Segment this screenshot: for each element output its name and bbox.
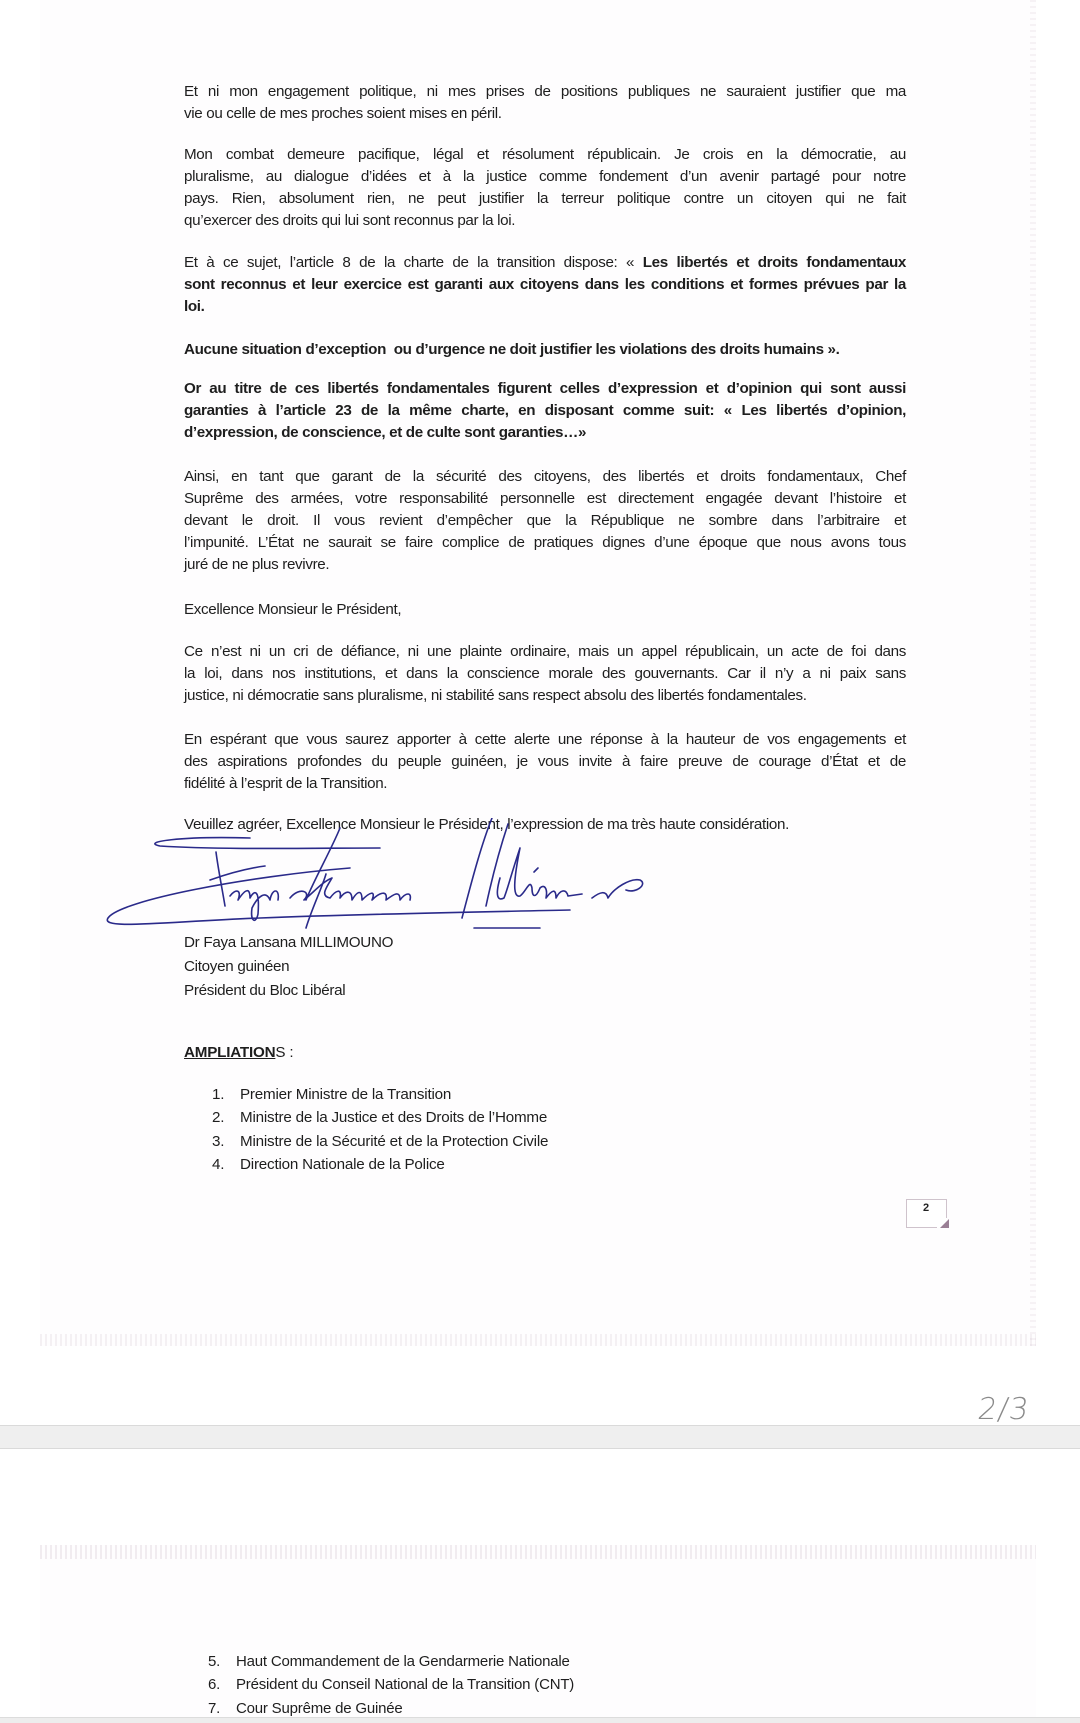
page-box-right-line — [946, 1200, 947, 1218]
handwritten-page-count: 2/3 — [975, 1392, 1032, 1427]
list-item — [212, 1083, 548, 1106]
signatory-title-party: Président du Bloc Libéral — [184, 982, 346, 999]
text-line: Mon combat demeure pacifique, légal et résolument républicain. Je crois en la démocratie, au — [184, 146, 906, 163]
ampliations-heading-rest: S : — [275, 1044, 294, 1061]
signature-millimouno — [462, 818, 582, 918]
paragraph-responsibility — [184, 466, 906, 576]
page-number: 2 — [923, 1202, 930, 1214]
page-box-bottom-line — [907, 1227, 937, 1228]
text-line: l’impunité. L’État ne saurait se faire complice de pratiques dignes d’une époque que nous avons tous — [184, 534, 906, 551]
text-line: En espérant que vous saurez apporter à cette alerte une réponse à la hauteur de vos engagements et — [184, 731, 906, 748]
paragraph-exception — [184, 339, 906, 361]
text-line: Suprême des armées, votre responsabilité personnelle est directement engagée devant l’histoire et — [184, 490, 906, 507]
ampliations-list-continued — [208, 1650, 574, 1720]
list-item — [208, 1697, 574, 1720]
paragraph-appeal — [184, 641, 906, 707]
ampliations-heading-underlined: AMPLIATION — [184, 1044, 276, 1061]
text-line: vie ou celle de mes proches soient mises en péril. — [184, 105, 502, 122]
list-item-label: Ministre de la Justice et des Droits de l’Homme — [240, 1109, 548, 1127]
paragraph-hope — [184, 729, 906, 795]
paragraph-article-8 — [184, 252, 906, 318]
list-item-label: Direction Nationale de la Police — [240, 1155, 445, 1173]
text-line: Aucune situation d’exception ou d’urgence ne doit justifier les violations des droits humains ». — [184, 341, 840, 358]
list-item-label: Ministre de la Sécurité et de la Protection Civile — [240, 1132, 549, 1150]
signature-tail — [592, 880, 643, 898]
text-line: juré de ne plus revivre. — [184, 556, 330, 573]
text-line: Ainsi, en tant que garant de la sécurité des citoyens, des libertés et droits fondamentaux, Chef — [184, 468, 906, 485]
list-item — [212, 1153, 548, 1176]
list-item — [212, 1130, 548, 1153]
list-item-number: 6. — [208, 1676, 221, 1694]
ampliations-heading — [184, 1044, 293, 1061]
text-line: Veuillez agréer, Excellence Monsieur le Président, l’expression de ma très haute considération. — [184, 816, 789, 833]
list-item-number: 3. — [212, 1132, 225, 1150]
page-number-box — [906, 1199, 947, 1228]
text-line — [184, 252, 906, 274]
article-8-intro: Et à ce sujet, l’article 8 de la charte de la transition dispose: « — [184, 254, 635, 271]
text-line: sont reconnus et leur exercice est garanti aux citoyens dans les conditions et formes prévues par la — [184, 276, 906, 293]
list-item-label: Président du Conseil National de la Transition (CNT) — [236, 1676, 575, 1694]
list-item-number: 4. — [212, 1155, 225, 1173]
text-line: garanties à l’article 23 de la même charte, en disposant comme suit: « Les libertés d’opinion, — [184, 402, 906, 419]
text-line: loi. — [184, 298, 205, 315]
text-line: des aspirations profondes du peuple guinéen, je vous invite à faire preuve de courage d’État et de — [184, 753, 906, 770]
signature-big-loop — [107, 868, 570, 924]
text-line: Ce n’est ni un cri de défiance, ni une plainte ordinaire, mais un appel républicain, un acte de foi dans — [184, 643, 906, 660]
signatory-title-citizen: Citoyen guinéen — [184, 958, 290, 975]
signatory-name: Dr Faya Lansana MILLIMOUNO — [184, 934, 394, 951]
list-item-number: 1. — [212, 1086, 225, 1103]
paragraph-article-23 — [184, 378, 906, 444]
signatory-block — [184, 931, 393, 1003]
signature-cross-stroke — [306, 874, 326, 928]
text-line: d’expression, de conscience, et de culte sont garanties…» — [184, 424, 587, 441]
text-line: Et ni mon engagement politique, ni mes prises de positions publiques ne sauraient justifier que ma — [184, 83, 906, 100]
salutation — [184, 599, 906, 621]
list-item-label: Haut Commandement de la Gendarmerie Nationale — [236, 1653, 570, 1670]
list-item-number: 7. — [208, 1699, 221, 1717]
text-line: la loi, dans nos institutions, et dans la conscience morale des gouvernants. Car il n’y a ni paix sans — [184, 665, 906, 682]
list-item — [208, 1673, 574, 1696]
page-separator — [0, 1425, 1080, 1449]
ampliations-list — [212, 1083, 548, 1176]
list-item-number: 5. — [208, 1653, 221, 1670]
list-item-label: Cour Suprême de Guinée — [236, 1699, 403, 1717]
text-line: justice, ni démocratie sans pluralisme, ni stabilité sans respect absolu des libertés fondamentales. — [184, 687, 807, 704]
handwritten-signature — [100, 818, 760, 938]
article-8-quote: Les libertés et droits fondamentaux — [642, 254, 906, 271]
signature-dot — [534, 868, 538, 872]
text-line: pluralisme, au dialogue d’idées et à la justice comme fondement d’un avenir partagé pour notre — [184, 168, 906, 185]
page-curl-icon — [940, 1219, 949, 1228]
signature-faya — [210, 852, 278, 920]
text-line: Or au titre de ces libertés fondamentales figurent celles d’expression et d’opinion qui sont aussi — [184, 380, 906, 397]
list-item — [212, 1106, 548, 1129]
list-item-label: Premier Ministre de la Transition — [240, 1086, 452, 1103]
paragraph-1 — [184, 81, 906, 125]
text-line: pays. Rien, absolument rien, ne peut justifier la terreur politique contre un citoyen qui ne fait — [184, 190, 906, 207]
list-item-number: 2. — [212, 1109, 225, 1127]
paragraph-2 — [184, 144, 906, 232]
text-line: Excellence Monsieur le Président, — [184, 601, 402, 618]
text-line: qu’exercer des droits qui lui sont reconnus par la loi. — [184, 212, 516, 229]
list-item — [208, 1650, 574, 1673]
text-line: fidélité à l’esprit de la Transition. — [184, 775, 388, 792]
signature-lansana — [290, 828, 410, 900]
signature-top-swoosh — [155, 838, 380, 849]
text-line: devant le droit. Il vous revient d’empêcher que la République ne sombre dans l’arbitraire et — [184, 512, 906, 529]
